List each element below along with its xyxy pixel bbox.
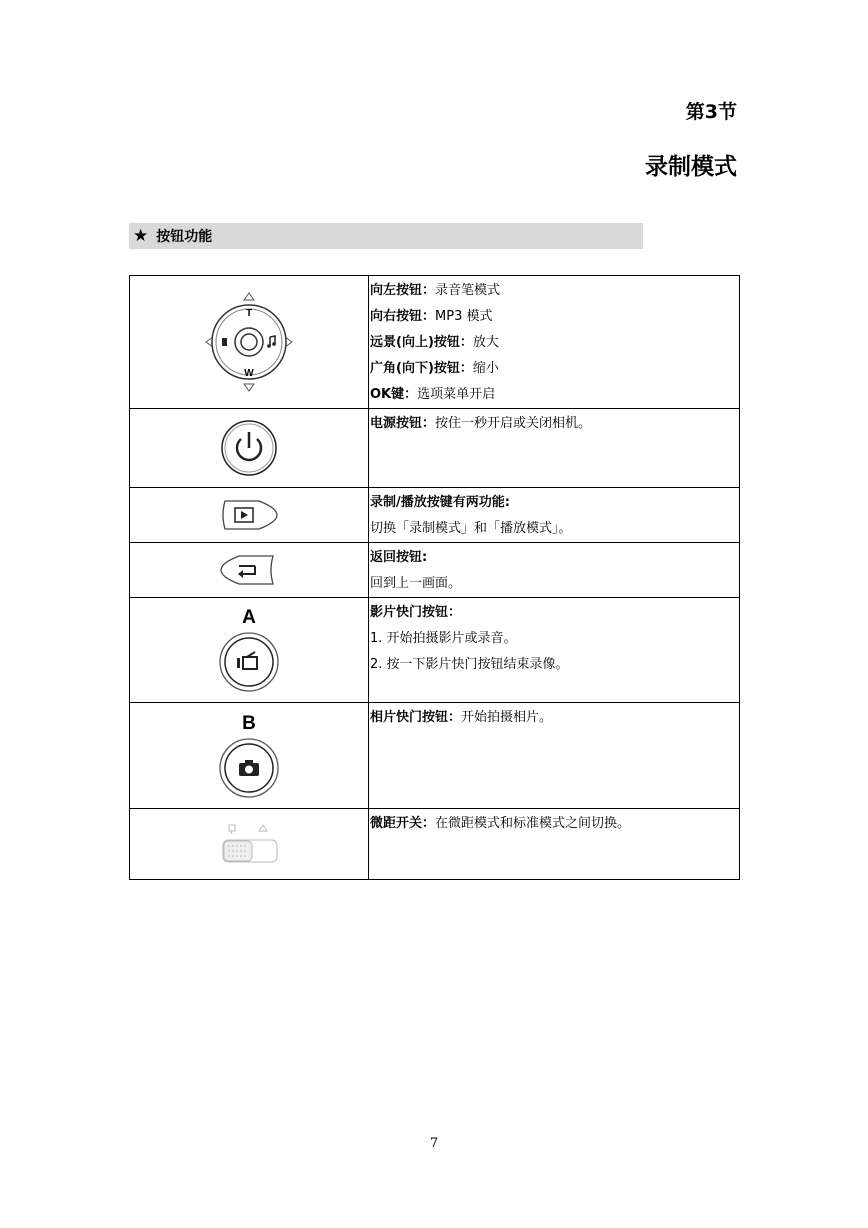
description-cell: 影片快门按钮： 1. 开始拍摄影片或录音。 2. 按一下影片快门按钮结束录像。 bbox=[369, 598, 740, 703]
icon-cell bbox=[130, 598, 369, 703]
back-button-icon bbox=[219, 553, 279, 587]
tele-letter: T bbox=[245, 308, 253, 319]
icon-cell bbox=[130, 809, 369, 880]
photo-shutter-button-icon bbox=[217, 708, 281, 804]
star-icon: ★ bbox=[133, 226, 149, 246]
section-heading bbox=[129, 223, 643, 249]
table-row bbox=[130, 598, 740, 703]
power-button-icon bbox=[219, 418, 279, 478]
button-letter: B bbox=[242, 712, 256, 734]
table-row bbox=[130, 276, 740, 409]
button-function-table bbox=[129, 275, 740, 880]
page-number: 7 bbox=[429, 1136, 439, 1151]
description-cell: 电源按钮：按住一秒开启或关闭相机。 bbox=[369, 409, 740, 488]
table-row bbox=[130, 703, 740, 809]
description-cell: 向左按钮：录音笔模式 向右按钮：MP3 模式 远景(向上)按钮：放大 广角(向下)按钮：缩小 OK键：选项菜单开启 bbox=[369, 276, 740, 409]
icon-cell bbox=[130, 543, 369, 598]
table-row bbox=[130, 543, 740, 598]
description-cell: 相片快门按钮：开始拍摄相片。 bbox=[369, 703, 740, 809]
icon-cell bbox=[130, 703, 369, 809]
icon-cell bbox=[130, 488, 369, 543]
movie-shutter-button-icon bbox=[217, 602, 281, 698]
table-row bbox=[130, 809, 740, 880]
button-letter: A bbox=[242, 607, 256, 628]
icon-cell bbox=[130, 409, 369, 488]
description-cell: 微距开关：在微距模式和标准模式之间切换。 bbox=[369, 809, 740, 880]
play-record-button-icon bbox=[219, 498, 279, 532]
section-heading-text: 按钮功能 bbox=[156, 229, 213, 245]
macro-switch-icon bbox=[219, 822, 279, 866]
description-cell: 返回按钮: 回到上一画面。 bbox=[369, 543, 740, 598]
table-row bbox=[130, 488, 740, 543]
page-title: 录制模式 bbox=[645, 154, 737, 180]
description-cell: 录制/播放按键有两功能: 切换「录制模式」和「播放模式」。 bbox=[369, 488, 740, 543]
table-row bbox=[130, 409, 740, 488]
four-way-dpad-icon bbox=[204, 292, 294, 392]
wide-letter: W bbox=[244, 368, 254, 379]
voice-recorder-icon bbox=[222, 338, 227, 346]
section-number: 第3节 bbox=[685, 101, 737, 123]
icon-cell bbox=[130, 276, 369, 409]
